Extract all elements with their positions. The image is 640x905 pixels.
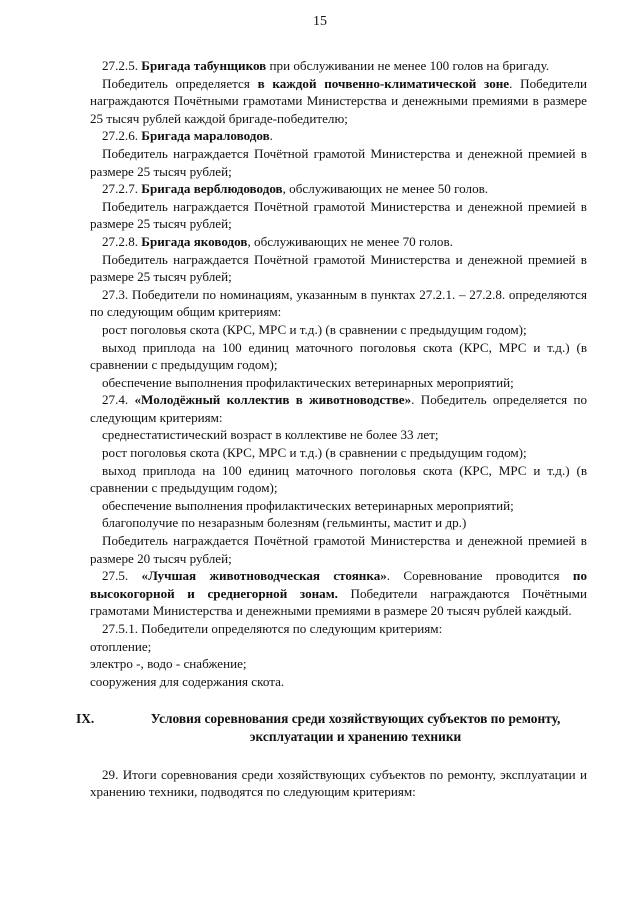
paragraph-text: . [269, 128, 273, 144]
section-heading [76, 710, 587, 745]
paragraph-27-2-6 [90, 127, 587, 145]
paragraph-27-3: 27.3. Победители по номинациям, указанным в пунктах 27.2.1. – 27.2.8. определяются по следующим общим критериям: [90, 286, 587, 320]
paragraph-text: при обслуживании не менее 100 голов на бригаду. [266, 58, 550, 73]
criterion-item: благополучие по незаразным болезням (гельминты, мастит и др.) [102, 515, 467, 531]
criterion-item: сооружения для содержания скота. [90, 673, 285, 689]
paragraph-award: Победитель награждается Почётной грамотой Министерства и денежной премией в размере 25 тысяч рублей; [90, 145, 587, 179]
paragraph-award: Победитель награждается Почётной грамотой Министерства и денежной премией в размере 25 тысяч рублей; [90, 198, 587, 232]
criterion-item: рост поголовья скота (КРС, МРС и т.д.) (в сравнении с предыдущим годом); [102, 445, 527, 461]
paragraph-29: 29. Итоги соревнования среди хозяйствующих субъектов по ремонту, эксплуатации и хранению техники, подводятся по следующим критериям: [90, 766, 587, 800]
nomination-title: «Молодёжный коллектив в животноводстве» [134, 392, 412, 408]
paragraph-text: . Победители награждаются Почётными грамотами Министерства и денежными премиями в размере 25 тысяч рублей каждой бригаде-победителю; [90, 75, 587, 126]
paragraph-text: . Победитель определяется по следующим критериям: [90, 392, 587, 425]
paragraph-text: . Соревнование проводится [386, 568, 573, 584]
paragraph-27-4 [90, 391, 587, 426]
page-number: 15 [313, 14, 327, 29]
criterion-item: отопление; [90, 638, 152, 654]
nomination-title: Бригада мараловодов [141, 128, 270, 144]
item-number: 27.2.7. [102, 181, 139, 197]
paragraph-27-2-7 [90, 180, 587, 198]
nomination-title: «Лучшая животноводческая стоянка» [141, 568, 387, 584]
paragraph-text: Победитель определяется [102, 75, 258, 91]
paragraph-27-5 [90, 567, 587, 620]
emphasis-text: в каждой почвенно-климатической зоне [257, 75, 510, 91]
criterion-item: выход приплода на 100 единиц маточного поголовья скота (КРС, МРС и т.д.) (в сравнении с предыдущим годом); [90, 462, 587, 496]
paragraph-27-2-5 [90, 57, 587, 75]
criterion-item: обеспечение выполнения профилактических ветеринарных мероприятий; [102, 374, 514, 390]
document-body [76, 57, 587, 801]
nomination-title: Бригада верблюдоводов [141, 181, 283, 197]
paragraph-text: Победители награждаются Почётными грамотами Министерства и денежными премиями в размере 20 тысяч рублей каждый. [90, 585, 587, 619]
nomination-title: Бригада яководов [141, 233, 248, 249]
criterion-item: электро -, водо - снабжение; [90, 656, 247, 672]
item-number: 27.5. [102, 568, 142, 584]
paragraph-award [90, 75, 587, 128]
criterion-item: среднестатистический возраст в коллективе не более 33 лет; [102, 427, 439, 443]
paragraph-text: , обслуживающих не менее 70 голов. [247, 233, 453, 249]
item-number: 27.4. [102, 392, 135, 408]
paragraph-text: , обслуживающих не менее 50 голов. [282, 181, 489, 197]
paragraph-award: Победитель награждается Почётной грамотой Министерства и денежной премией в размере 20 тысяч рублей; [90, 533, 587, 566]
item-number: 27.2.6. [102, 128, 139, 144]
paragraph-27-2-8 [90, 233, 587, 251]
section-number: IX. [76, 711, 95, 727]
criterion-item: обеспечение выполнения профилактических ветеринарных мероприятий; [102, 497, 514, 513]
section-title: Условия соревнования среди хозяйствующих субъектов по ремонту, эксплуатации и хранению техники [150, 711, 561, 744]
spacer [90, 746, 587, 766]
criterion-item: выход приплода на 100 единиц маточного поголовья скота (КРС, МРС и т.д.) (в сравнении с предыдущим годом); [90, 339, 587, 373]
paragraph-27-5-1: 27.5.1. Победители определяются по следующим критериям: [102, 621, 443, 636]
item-number: 27.2.5. [102, 58, 139, 73]
nomination-title: Бригада табунщиков [141, 58, 267, 73]
paragraph-award: Победитель награждается Почётной грамотой Министерства и денежной премией в размере 25 тысяч рублей; [90, 251, 587, 285]
item-number: 27.2.8. [102, 233, 139, 249]
criterion-item: рост поголовья скота (КРС, МРС и т.д.) (в сравнении с предыдущим годом); [102, 321, 527, 337]
emphasis-text: по высокогорной и среднегорной зонам. [90, 568, 587, 601]
